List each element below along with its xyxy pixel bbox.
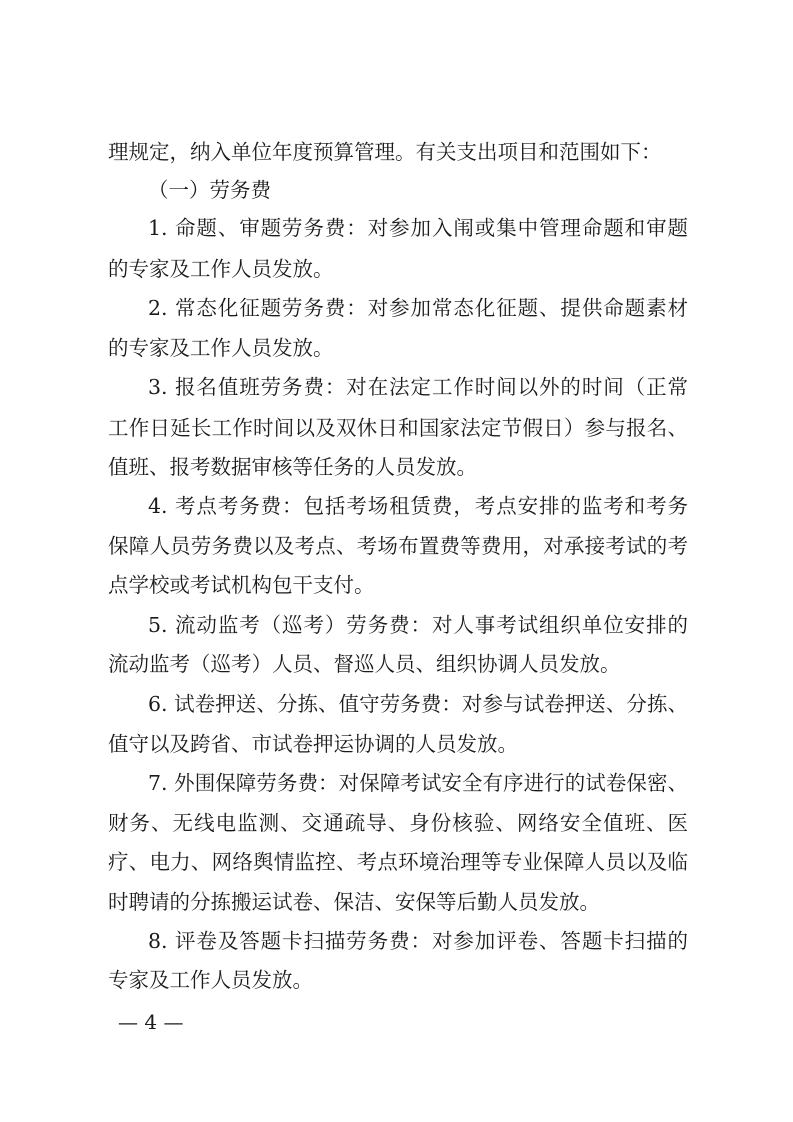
text-line: 7. 外围保障劳务费：对保障考试安全有序进行的试卷保密、 bbox=[148, 771, 688, 795]
text-line: 工作日延长工作时间以及双休日和国家法定节假日）参与报名、 bbox=[108, 416, 688, 440]
text-line: 疗、电力、网络舆情监控、考点环境治理等专业保障人员以及临 bbox=[108, 850, 688, 874]
text-line: 2. 常态化征题劳务费：对参加常态化征题、提供命题素材 bbox=[148, 296, 688, 320]
text-line: 1. 命题、审题劳务费：对参加入闱或集中管理命题和审题 bbox=[148, 216, 688, 240]
text-line: 3. 报名值班劳务费：对在法定工作时间以外的时间（正常 bbox=[148, 375, 688, 399]
text-line: 专家及工作人员发放。 bbox=[108, 968, 313, 992]
text-line: 4. 考点考务费：包括考场租赁费，考点安排的监考和考务 bbox=[148, 494, 688, 518]
text-line: 时聘请的分拣搬运试卷、保洁、安保等后勤人员发放。 bbox=[108, 890, 600, 914]
text-line: 保障人员劳务费以及考点、考场布置费等费用，对承接考试的考 bbox=[108, 534, 688, 558]
text-line: 值班、报考数据审核等任务的人员发放。 bbox=[108, 455, 477, 479]
text-line: 流动监考（巡考）人员、督巡人员、组织协调人员发放。 bbox=[108, 652, 621, 676]
text-line: 5. 流动监考（巡考）劳务费：对人事考试组织单位安排的 bbox=[148, 613, 688, 637]
text-line: 8. 评卷及答题卡扫描劳务费：对参加评卷、答题卡扫描的 bbox=[148, 929, 688, 953]
text-line: 理规定，纳入单位年度预算管理。有关支出项目和范围如下： bbox=[108, 140, 662, 164]
text-line: 值守以及跨省、市试卷押运协调的人员发放。 bbox=[108, 732, 518, 756]
text-line: 点学校或考试机构包干支付。 bbox=[108, 573, 375, 597]
text-line: 的专家及工作人员发放。 bbox=[108, 336, 334, 360]
text-line: 的专家及工作人员发放。 bbox=[108, 257, 334, 281]
page-number: — 4 — bbox=[118, 1010, 184, 1034]
section-heading: （一）劳务费 bbox=[148, 178, 271, 202]
text-line: 6. 试卷押送、分拣、值守劳务费：对参与试卷押送、分拣、 bbox=[148, 692, 688, 716]
text-line: 财务、无线电监测、交通疏导、身份核验、网络安全值班、医 bbox=[108, 811, 688, 835]
